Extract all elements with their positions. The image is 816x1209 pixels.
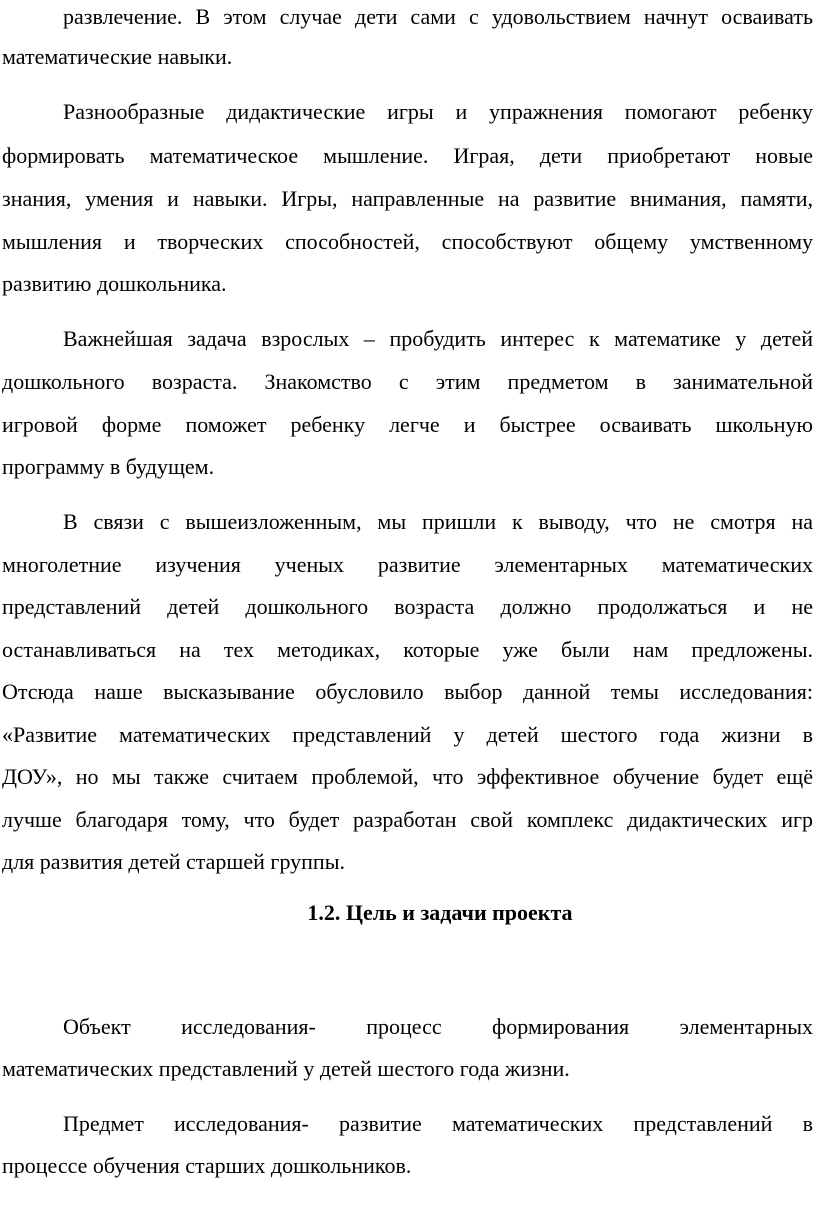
section-heading: 1.2. Цель и задачи проекта bbox=[307, 900, 573, 925]
paragraph-line: представлений детей дошкольного возраста должно продолжаться и не bbox=[2, 594, 813, 619]
paragraph-line: Разнообразные дидактические игры и упражнения помогают ребенку bbox=[63, 99, 813, 124]
paragraph-line: игровой форме поможет ребенку легче и быстрее осваивать школьную bbox=[2, 412, 813, 437]
paragraph-line: Предмет исследования- развитие математических представлений в bbox=[63, 1111, 813, 1136]
paragraph-line: знания, умения и навыки. Игры, направленные на развитие внимания, памяти, bbox=[2, 186, 813, 211]
paragraph-line: «Развитие математических представлений у детей шестого года жизни в bbox=[2, 722, 813, 747]
paragraph-line: лучше благодаря тому, что будет разработан свой комплекс дидактических игр bbox=[2, 807, 813, 832]
paragraph-line: для развития детей старшей группы. bbox=[2, 849, 345, 874]
paragraph-line: математических представлений у детей шестого года жизни. bbox=[2, 1056, 570, 1081]
paragraph-line: В связи с вышеизложенным, мы пришли к выводу, что не смотря на bbox=[63, 509, 813, 534]
paragraph-line: формировать математическое мышление. Играя, дети приобретают новые bbox=[2, 143, 813, 168]
paragraph-line: мышления и творческих способностей, способствуют общему умственному bbox=[2, 229, 813, 254]
paragraph-line: останавливаться на тех методиках, которые уже были нам предложены. bbox=[2, 637, 813, 662]
paragraph-line: математические навыки. bbox=[2, 44, 233, 69]
paragraph-line: развлечение. В этом случае дети сами с удовольствием начнут осваивать bbox=[63, 4, 813, 29]
paragraph-line: Важнейшая задача взрослых – пробудить интерес к математике у детей bbox=[63, 326, 813, 351]
paragraph-line: процессе обучения старших дошкольников. bbox=[2, 1153, 412, 1178]
paragraph-line: Объект исследования- процесс формирования элементарных bbox=[63, 1014, 813, 1039]
paragraph-line: Отсюда наше высказывание обусловило выбор данной темы исследования: bbox=[2, 679, 813, 704]
paragraph-line: программу в будущем. bbox=[2, 454, 215, 479]
paragraph-line: развитию дошкольника. bbox=[2, 271, 227, 296]
paragraph-line: дошкольного возраста. Знакомство с этим предметом в занимательной bbox=[2, 369, 813, 394]
paragraph-line: многолетние изучения ученых развитие элементарных математических bbox=[2, 552, 813, 577]
paragraph-line: ДОУ», но мы также считаем проблемой, что эффективное обучение будет ещё bbox=[2, 764, 813, 789]
